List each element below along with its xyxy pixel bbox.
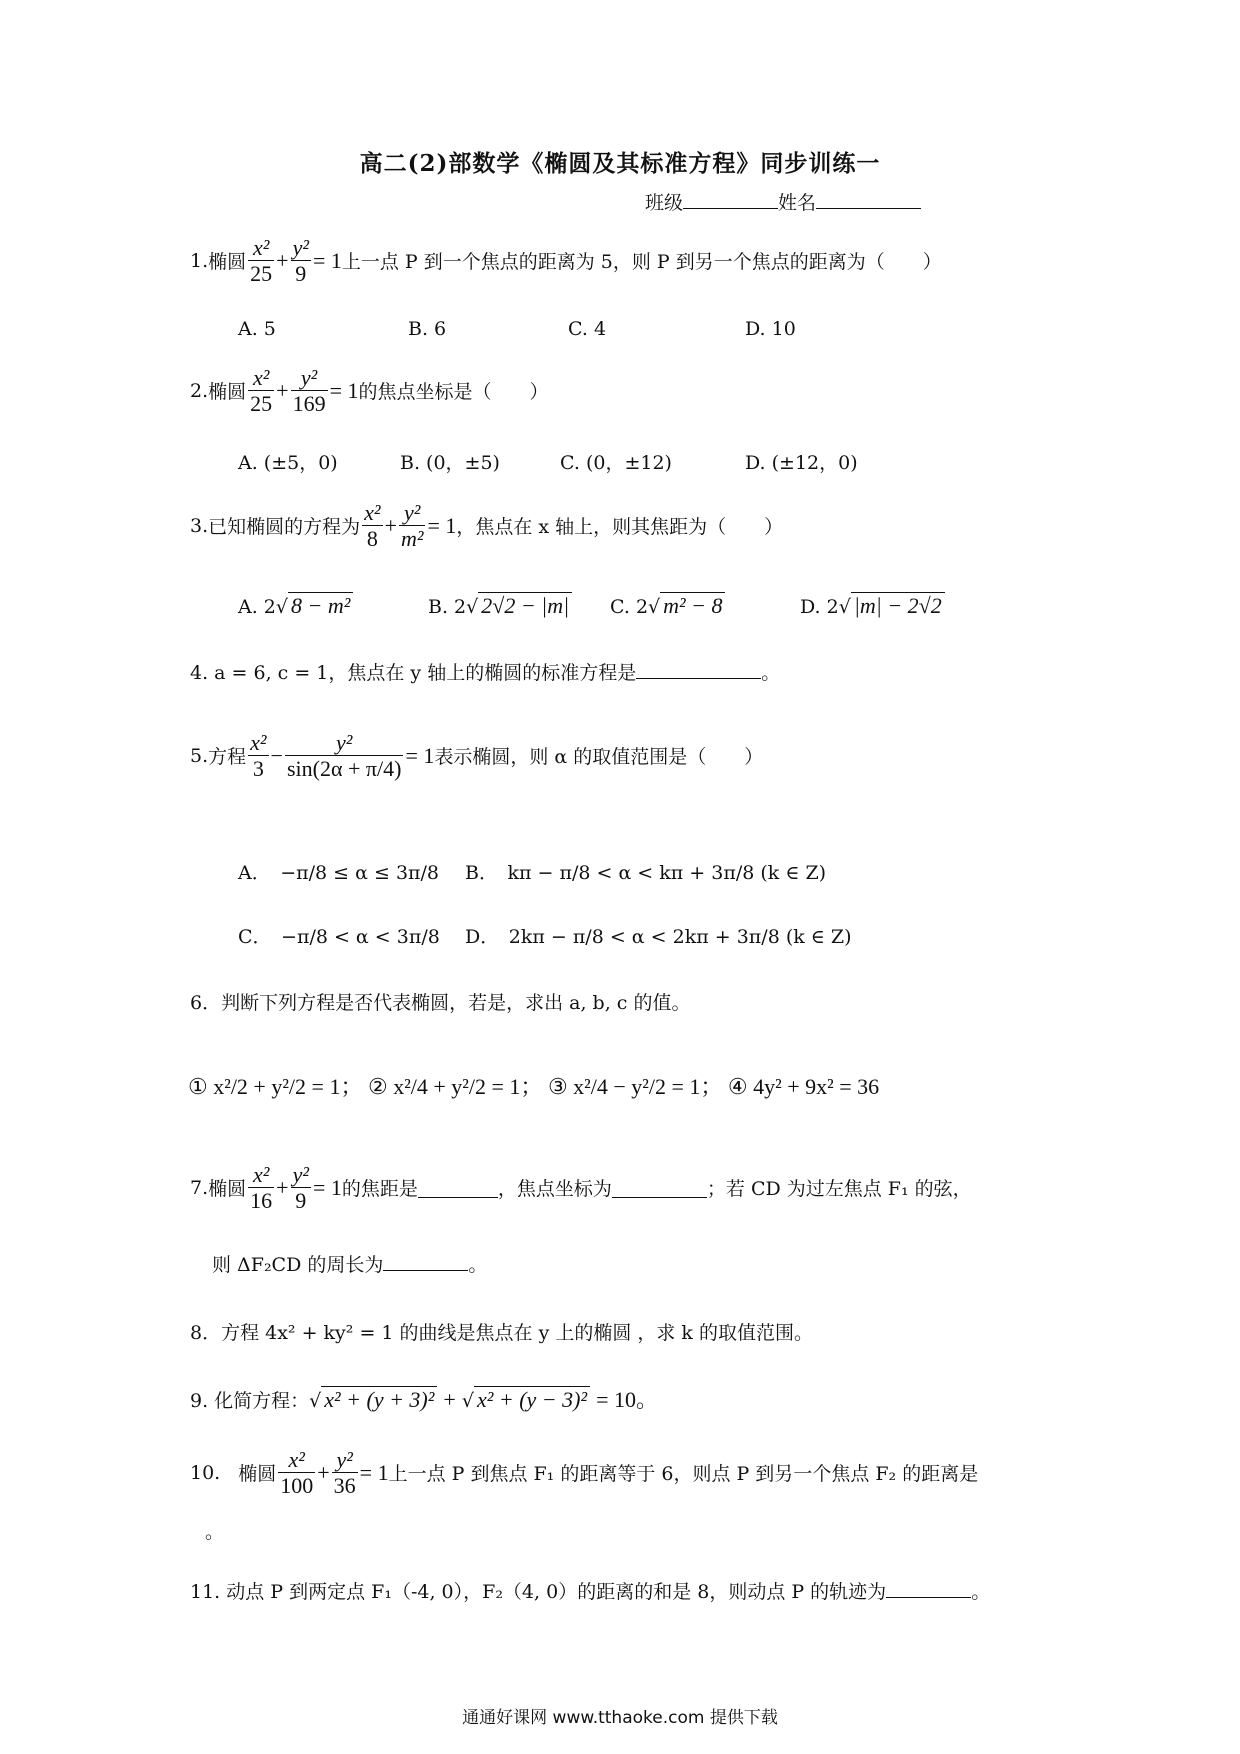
- equation-3: ③ x²/4 − y²/2 = 1；: [547, 1074, 723, 1099]
- question-prefix: 椭圆: [208, 1178, 247, 1201]
- sqrt-icon: √: [466, 596, 479, 618]
- option-d: D. (±12，0): [745, 452, 858, 474]
- question-7-line-2: 则 ΔF₂CD 的周长为 。: [212, 1250, 487, 1277]
- sqrt-icon: √: [461, 1390, 474, 1412]
- answer-blank: [612, 1178, 707, 1198]
- equation-4: ④ 4y² + 9x² = 36: [727, 1074, 880, 1099]
- equation-list: [188, 1070, 879, 1101]
- sqrt-icon: √: [838, 596, 851, 618]
- question-4: 4. a = 6, c = 1，焦点在 y 轴上的椭圆的标准方程是 。: [190, 658, 780, 685]
- answer-blank: [418, 1178, 498, 1198]
- question-prefix: 椭圆: [208, 381, 247, 404]
- class-blank: [683, 189, 778, 209]
- question-5: 5. 方程 $\frac{\text{x²}}{3}$ − $\frac{\text{y²}}{\sin(2\alpha + \pi/4)}$ = 1 表示椭圆，则 α 的取值范围是（ ）: [190, 730, 764, 782]
- question-number: 10.: [190, 1461, 221, 1484]
- option-c: C. (0，±12): [560, 452, 672, 474]
- sqrt-icon: √: [309, 1390, 322, 1412]
- question-9: 9. 化简方程：√ x² + (y + 3)² + √ x² + (y − 3)² = 10。: [190, 1387, 659, 1412]
- fraction-y: $\frac{\text{y²}}{\text{m²}}$: [400, 500, 424, 552]
- question-text: 上一点 P 到一个焦点的距离为 5，则 P 到另一个焦点的距离为（ ）: [341, 251, 942, 274]
- question-2: 2. 椭圆 $\frac{\text{x²}}{25}$ + $\frac{\text{y²}}{169}$ = 1 的焦点坐标是（ ）: [190, 365, 549, 417]
- answer-blank: [383, 1251, 468, 1271]
- fraction-y: $\frac{\text{y²}}{9}$: [292, 1162, 309, 1214]
- sqrt-icon: √: [275, 596, 288, 618]
- question-7: 7. 椭圆 $\frac{\text{x²}}{16}$ + $\frac{\text{y²}}{9}$ = 1 的焦距是 ，焦点坐标为 ；若 CD 为过左焦点 F₁ 的弦，: [190, 1162, 972, 1214]
- question-number: 5.: [190, 744, 209, 767]
- question-prefix: 方程: [208, 746, 247, 769]
- fraction-x: $\frac{\text{x²}}{100}$: [280, 1447, 314, 1499]
- fraction-y: $\frac{\text{y²}}{\sin(2\alpha + \pi/4)}$: [286, 730, 402, 782]
- name-label: 姓名: [778, 192, 817, 214]
- option-d: D. 2√ |m| − 2√2: [800, 593, 945, 619]
- question-8: 8．方程 4x² + ky² = 1 的曲线是焦点在 y 上的椭圆 ，求 k 的取值范围。: [190, 1322, 813, 1344]
- question-prefix: 椭圆: [238, 1463, 277, 1486]
- question-text: 的焦点坐标是（ ）: [358, 381, 549, 404]
- option-c: C. 4: [568, 318, 607, 340]
- option-a: A． −π/8 ≤ α ≤ 3π/8: [238, 862, 440, 884]
- fraction-x: $\frac{\text{x²}}{8}$: [364, 500, 381, 552]
- fraction-y: $\frac{\text{y²}}{9}$: [292, 235, 309, 287]
- question-number: 2.: [190, 379, 209, 402]
- question-number: 3.: [190, 514, 209, 537]
- option-b: B. 6: [408, 318, 447, 340]
- question-number: 1.: [190, 249, 209, 272]
- option-c: C. 2√ m² − 8: [610, 593, 725, 619]
- class-name-line: [645, 188, 921, 215]
- question-prefix: 椭圆: [208, 251, 247, 274]
- question-number: 7.: [190, 1176, 209, 1199]
- fraction-y: $\frac{\text{y²}}{36}$: [333, 1447, 356, 1499]
- option-b: B. (0，±5): [400, 452, 500, 474]
- question-1: 1. 椭圆 $\frac{\text{x²}}{25}$ + $\frac{\text{y²}}{9}$ = 1 上一点 P 到一个焦点的距离为 5，则 P 到另一个焦点的距离为（ ）: [190, 235, 942, 287]
- fraction-x: $\frac{\text{x²}}{25}$: [250, 235, 273, 287]
- question-text: 上一点 P 到焦点 F₁ 的距离等于 6，则点 P 到另一个焦点 F₂ 的距离是: [388, 1463, 979, 1486]
- question-prefix: 已知椭圆的方程为: [208, 516, 361, 539]
- option-c: C． −π/8 < α < 3π/8: [238, 926, 440, 948]
- option-d: D. 10: [745, 318, 796, 340]
- option-d: D． 2kπ − π/8 < α < 2kπ + 3π/8 (k ∈ Z): [465, 926, 852, 948]
- question-text: 表示椭圆，则 α 的取值范围是（ ）: [434, 746, 764, 769]
- option-a: A. 5: [238, 318, 276, 340]
- fraction-x: $\frac{\text{x²}}{3}$: [250, 730, 267, 782]
- option-b: B． kπ − π/8 < α < kπ + 3π/8 (k ∈ Z): [465, 862, 827, 884]
- question-10: 10. 椭圆 $\frac{\text{x²}}{100}$ + $\frac{\text{y²}}{36}$ = 1 上一点 P 到焦点 F₁ 的距离等于 6，则点 P 到另一个焦点 F₂ 的距离是: [190, 1447, 979, 1499]
- fraction-x: $\frac{\text{x²}}{16}$: [250, 1162, 273, 1214]
- question-10-end: 。: [205, 1521, 225, 1543]
- name-blank: [816, 189, 921, 209]
- option-b: B. 2√ 2√2 − |m|: [428, 593, 572, 619]
- fraction-y: $\frac{\text{y²}}{169}$: [292, 365, 326, 417]
- equation-1: ① x²/2 + y²/2 = 1；: [188, 1074, 363, 1099]
- question-text: ，焦点在 x 轴上，则其焦距为（ ）: [456, 516, 784, 539]
- option-a: A. 2√ 8 − m²: [238, 593, 353, 619]
- sqrt-icon: √: [648, 596, 661, 618]
- option-a: A. (±5，0): [238, 452, 338, 474]
- footer-credit: 通通好课网 www.tthaoke.com 提供下载: [462, 1708, 778, 1728]
- answer-blank: [886, 1578, 971, 1598]
- fraction-x: $\frac{\text{x²}}{25}$: [250, 365, 273, 417]
- question-6: 6．判断下列方程是否代表椭圆，若是，求出 a, b, c 的值。: [190, 992, 691, 1014]
- equation-2: ② x²/4 + y²/2 = 1；: [367, 1074, 543, 1099]
- question-3: 3. 已知椭圆的方程为 $\frac{\text{x²}}{8}$ + $\frac{\text{y²}}{\text{m²}}$ = 1 ，焦点在 x 轴上，则其焦距为（ ）: [190, 500, 784, 552]
- answer-blank: [636, 659, 761, 679]
- question-11: 11. 动点 P 到两定点 F₁（-4, 0），F₂（4, 0）的距离的和是 8，则动点 P 的轨迹为 。: [190, 1577, 990, 1604]
- page-title: 高二(2)部数学《椭圆及其标准方程》同步训练一: [359, 150, 881, 177]
- class-label: 班级: [645, 192, 684, 214]
